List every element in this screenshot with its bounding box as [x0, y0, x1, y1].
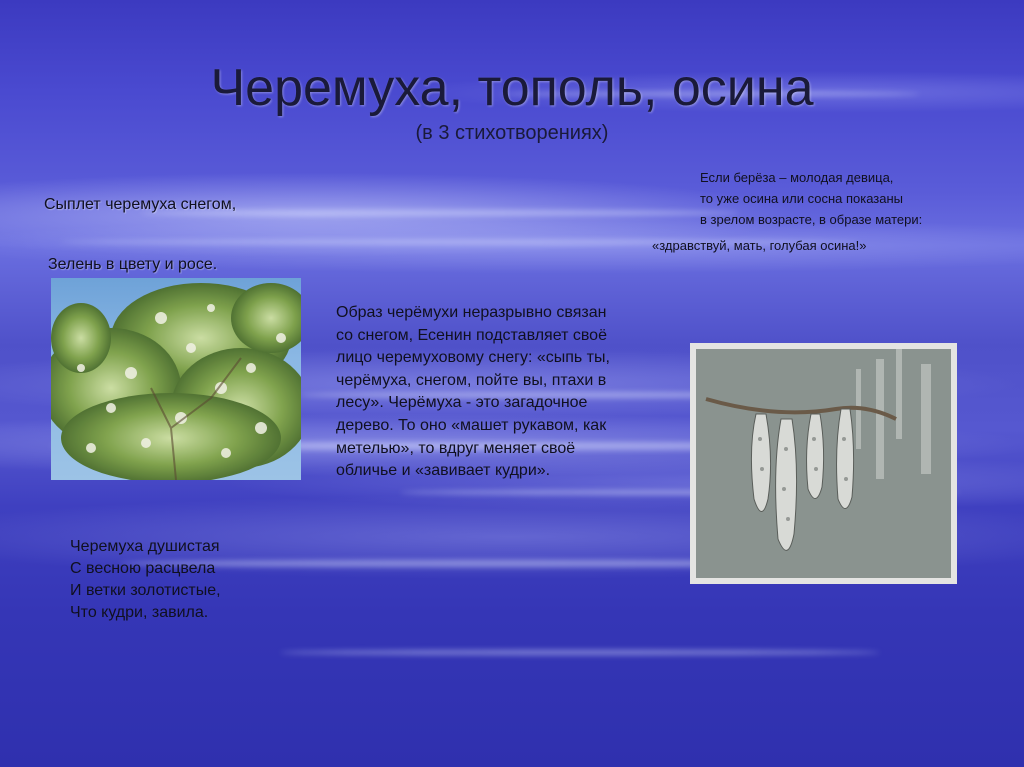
light-streak	[280, 650, 880, 655]
right-text-line-3: в зрелом возрасте, в образе матери:	[700, 211, 923, 227]
right-text-line-2: то уже осина или сосна показаны	[700, 190, 904, 206]
right-text-block	[652, 168, 952, 257]
aspen-catkins-image	[690, 343, 957, 584]
right-text-line-4: «здравствуй, мать, голубая осина!»	[652, 238, 867, 254]
main-paragraph: Образ черёмухи неразрывно связан со снегом, Есенин подставляет своё лицо черемуховому снегу: «сыпь ты, черёмуха, снегом, пойте вы, птахи в лесу». Черёмуха - это загадочное дерево. То оно «машет рукавом, как метелью», то вдруг меняет своё обличье и «завивает кудри».	[336, 304, 610, 480]
bird-cherry-tree-illustration	[51, 278, 301, 480]
slide-subtitle: (в 3 стихотворениях)	[415, 122, 609, 144]
bottom-poem-line-2: С весною расцвела	[70, 560, 216, 577]
poem-top-line-1: Сыплет черемуха снегом,	[44, 196, 237, 213]
poem-top-line-2: Зелень в цвету и росе.	[48, 256, 218, 273]
slide-title: Черемуха, тополь, осина	[210, 59, 814, 117]
bottom-poem-line-3: И ветки золотистые,	[70, 582, 221, 599]
bird-cherry-tree-image	[51, 278, 301, 480]
bottom-poem-line-4: Что кудри, завила.	[70, 604, 209, 621]
bottom-poem	[70, 536, 221, 624]
bottom-poem-line-1: Черемуха душистая	[70, 538, 220, 555]
right-text-line-1: Если берёза – молодая девица,	[700, 170, 894, 185]
aspen-catkins-illustration	[696, 349, 951, 578]
